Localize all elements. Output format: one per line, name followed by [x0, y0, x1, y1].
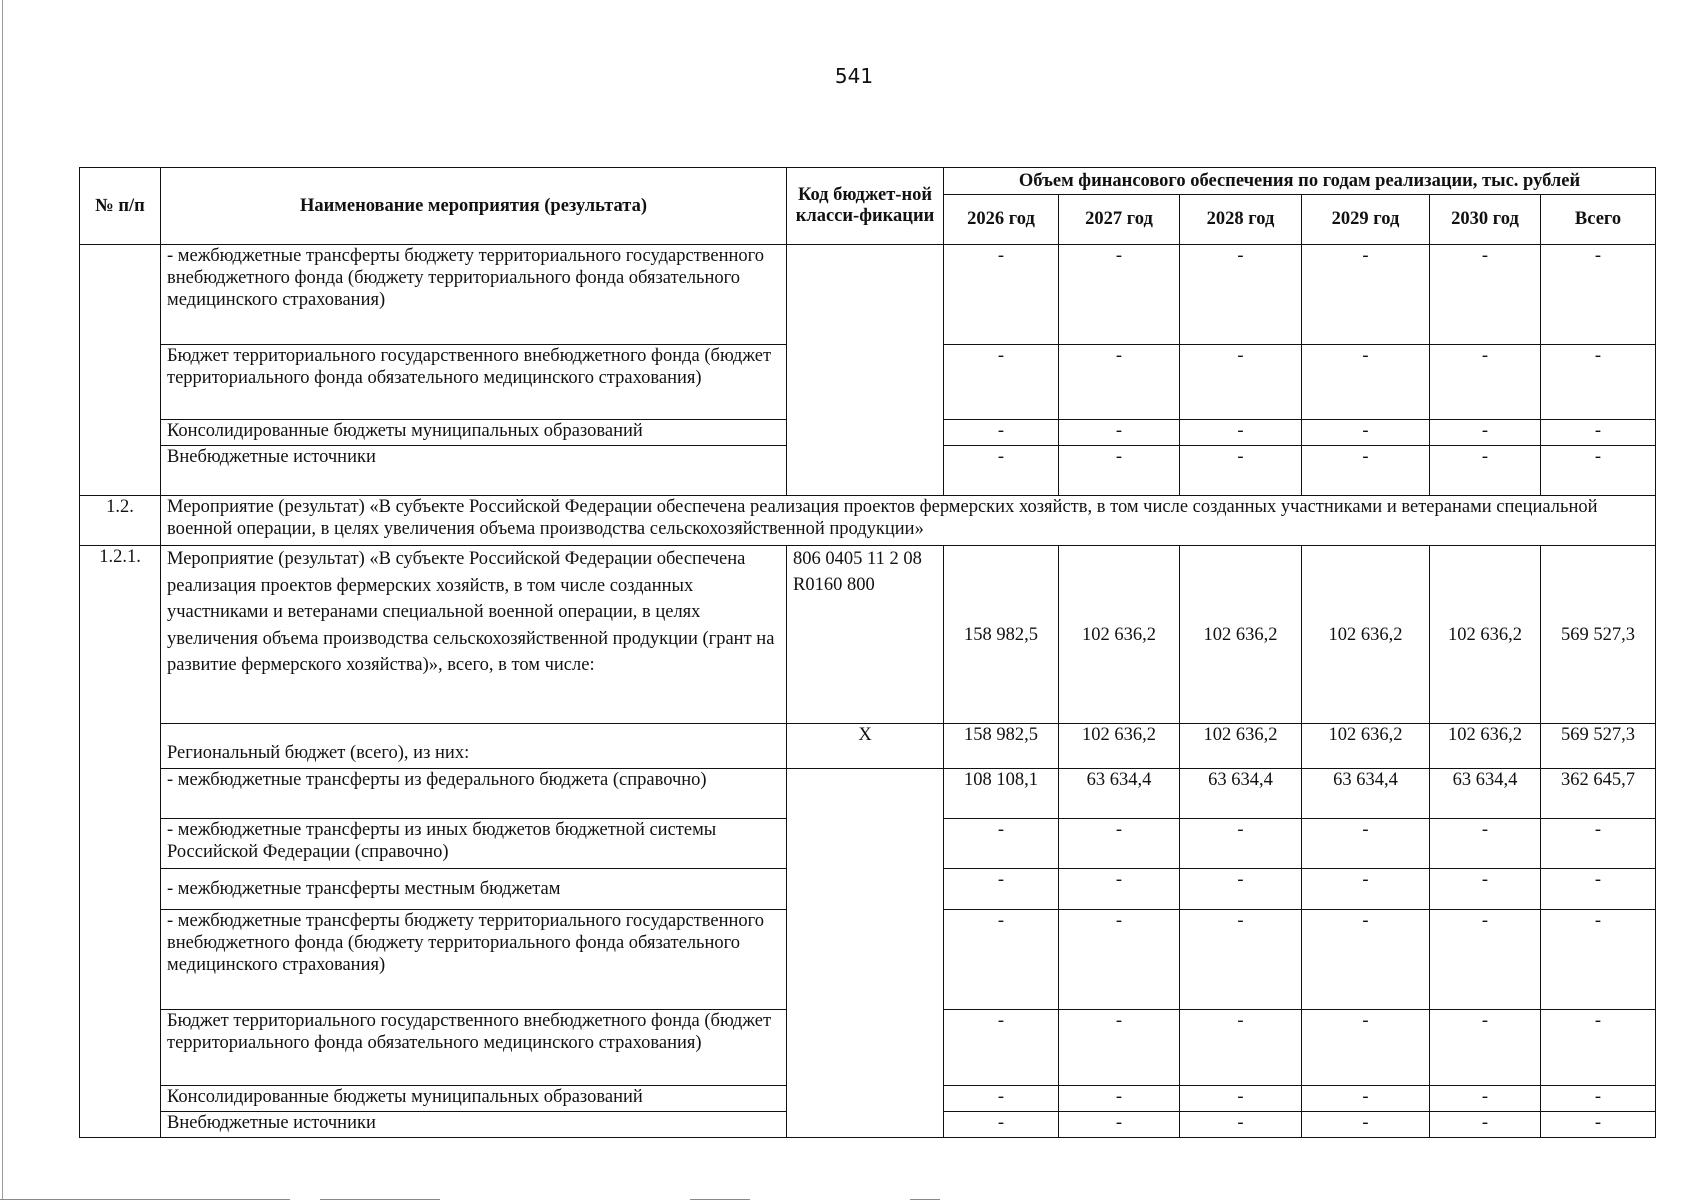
value-cell: - [1302, 446, 1430, 496]
value-cell: - [944, 345, 1059, 420]
value-cell: - [1430, 910, 1541, 1010]
header-code: Код бюджет-ной класси-фикации [787, 168, 944, 245]
value-cell: - [944, 1010, 1059, 1086]
row-name: Внебюджетные источники [161, 1112, 787, 1138]
header-total: Всего [1541, 195, 1656, 245]
value-cell: - [1302, 869, 1430, 910]
value-cell: 63 634,4 [1302, 769, 1430, 819]
value-cell: - [1430, 1010, 1541, 1086]
value-cell: - [1180, 869, 1302, 910]
value-cell: - [1302, 420, 1430, 446]
budget-code: X [787, 724, 944, 769]
row-name: Региональный бюджет (всего), из них: [161, 724, 787, 769]
value-cell: - [1180, 819, 1302, 869]
row-name: Внебюджетные источники [161, 446, 787, 496]
value-cell: - [944, 446, 1059, 496]
table-row [80, 769, 1656, 819]
value-cell: - [1541, 420, 1656, 446]
table-body [80, 245, 1656, 1138]
value-cell: 158 982,5 [944, 724, 1059, 769]
value-cell: - [1059, 345, 1180, 420]
value-cell: - [1059, 1010, 1180, 1086]
value-cell: - [1180, 1010, 1302, 1086]
row-num: 1.2.1. [80, 546, 161, 1138]
value-cell: 362 645,7 [1541, 769, 1656, 819]
table-row-1-2-1 [80, 546, 1656, 724]
value-cell: - [944, 869, 1059, 910]
value-cell: 102 636,2 [1180, 546, 1302, 724]
value-cell: - [1180, 910, 1302, 1010]
table-row-1-2 [80, 496, 1656, 546]
value-cell: - [944, 1086, 1059, 1112]
code-cell-empty [787, 245, 944, 496]
value-cell: - [1302, 1086, 1430, 1112]
value-cell: - [1059, 245, 1180, 345]
row-1-2-text: Мероприятие (результат) «В субъекте Российской Федерации обеспечена реализация проектов фермерских хозяйств, в том числе созданных участниками и ветеранами специальной военной операции, в целях увеличения объема производства сельскохозяйственной продукции» [161, 496, 1656, 546]
value-cell: - [1430, 420, 1541, 446]
value-cell: - [1430, 446, 1541, 496]
value-cell: - [1059, 910, 1180, 1010]
value-cell: - [1180, 245, 1302, 345]
value-cell: - [1430, 1086, 1541, 1112]
budget-table [79, 167, 1656, 1138]
row-num: 1.2. [80, 496, 161, 546]
row-name: - межбюджетные трансферты местным бюджетам [161, 869, 787, 910]
value-cell: - [1430, 245, 1541, 345]
value-cell: - [1541, 819, 1656, 869]
value-cell: - [1059, 1112, 1180, 1138]
value-cell: 63 634,4 [1059, 769, 1180, 819]
table-row-regional [80, 724, 1656, 769]
value-cell: 102 636,2 [1059, 546, 1180, 724]
row-name: Бюджет территориального государственного внебюджетного фонда (бюджет территориального фонда обязательного медицинского страхования) [161, 345, 787, 420]
value-cell: - [1541, 1086, 1656, 1112]
value-cell: - [1302, 245, 1430, 345]
row-name: - межбюджетные трансферты из иных бюджетов бюджетной системы Российской Федерации (справочно) [161, 819, 787, 869]
header-year-2026: 2026 год [944, 195, 1059, 245]
row-name: Мероприятие (результат) «В субъекте Российской Федерации обеспечена реализация проектов фермерских хозяйств, в том числе созданных участниками и ветеранами специальной военной операции, в целях увеличения объема производства сельскохозяйственной продукции (грант на развитие фермерского хозяйства)», всего, в том числе: [161, 546, 787, 724]
row-name: - межбюджетные трансферты бюджету территориального государственного внебюджетного фонда (бюджету территориального фонда обязательного медицинского страхования) [161, 910, 787, 1010]
header-year-2030: 2030 год [1430, 195, 1541, 245]
value-cell: 569 527,3 [1541, 546, 1656, 724]
value-cell: - [944, 420, 1059, 446]
header-year-2028: 2028 год [1180, 195, 1302, 245]
value-cell: - [1059, 1086, 1180, 1112]
value-cell: - [1059, 869, 1180, 910]
value-cell: - [1180, 1086, 1302, 1112]
header-volume: Объем финансового обеспечения по годам реализации, тыс. рублей [944, 168, 1656, 195]
budget-code: 806 0405 11 2 08 R0160 800 [787, 546, 944, 724]
value-cell: 158 982,5 [944, 546, 1059, 724]
value-cell: 102 636,2 [1430, 724, 1541, 769]
value-cell: 102 636,2 [1302, 546, 1430, 724]
value-cell: - [944, 910, 1059, 1010]
value-cell: - [1180, 420, 1302, 446]
header-year-2029: 2029 год [1302, 195, 1430, 245]
value-cell: - [1059, 446, 1180, 496]
value-cell: 63 634,4 [1430, 769, 1541, 819]
value-cell: - [1541, 869, 1656, 910]
value-cell: - [1430, 869, 1541, 910]
page-edge-rule [2, 0, 3, 1200]
row-name: - межбюджетные трансферты из федерального бюджета (справочно) [161, 769, 787, 819]
header-num: № п/п [80, 168, 161, 245]
header-year-2027: 2027 год [1059, 195, 1180, 245]
row-name: - межбюджетные трансферты бюджету территориального государственного внебюджетного фонда (бюджету территориального фонда обязательного медицинского страхования) [161, 245, 787, 345]
value-cell: - [1180, 345, 1302, 420]
value-cell: 102 636,2 [1059, 724, 1180, 769]
value-cell: - [1541, 1010, 1656, 1086]
value-cell: 569 527,3 [1541, 724, 1656, 769]
value-cell: - [1302, 345, 1430, 420]
value-cell: - [1180, 446, 1302, 496]
value-cell: - [1059, 420, 1180, 446]
value-cell: - [1541, 910, 1656, 1010]
value-cell: - [1302, 1010, 1430, 1086]
value-cell: - [1541, 446, 1656, 496]
row-name: Консолидированные бюджеты муниципальных образований [161, 420, 787, 446]
row-name: Бюджет территориального государственного внебюджетного фонда (бюджет территориального фонда обязательного медицинского страхования) [161, 1010, 787, 1086]
code-cell-empty [787, 769, 944, 1138]
value-cell: - [944, 819, 1059, 869]
page-number: 541 [834, 64, 874, 88]
value-cell: - [944, 245, 1059, 345]
value-cell: - [944, 1112, 1059, 1138]
value-cell: 102 636,2 [1302, 724, 1430, 769]
row-name: Консолидированные бюджеты муниципальных образований [161, 1086, 787, 1112]
value-cell: - [1302, 910, 1430, 1010]
value-cell: - [1180, 1112, 1302, 1138]
value-cell: - [1059, 819, 1180, 869]
value-cell: - [1541, 345, 1656, 420]
value-cell: 102 636,2 [1180, 724, 1302, 769]
header-name: Наименование мероприятия (результата) [161, 168, 787, 245]
value-cell: - [1541, 245, 1656, 345]
value-cell: - [1430, 1112, 1541, 1138]
value-cell: - [1541, 1112, 1656, 1138]
value-cell: - [1302, 819, 1430, 869]
value-cell: 63 634,4 [1180, 769, 1302, 819]
num-cell-empty [80, 245, 161, 496]
value-cell: - [1430, 819, 1541, 869]
value-cell: 102 636,2 [1430, 546, 1541, 724]
table-row [80, 245, 1656, 345]
value-cell: - [1302, 1112, 1430, 1138]
value-cell: 108 108,1 [944, 769, 1059, 819]
value-cell: - [1430, 345, 1541, 420]
